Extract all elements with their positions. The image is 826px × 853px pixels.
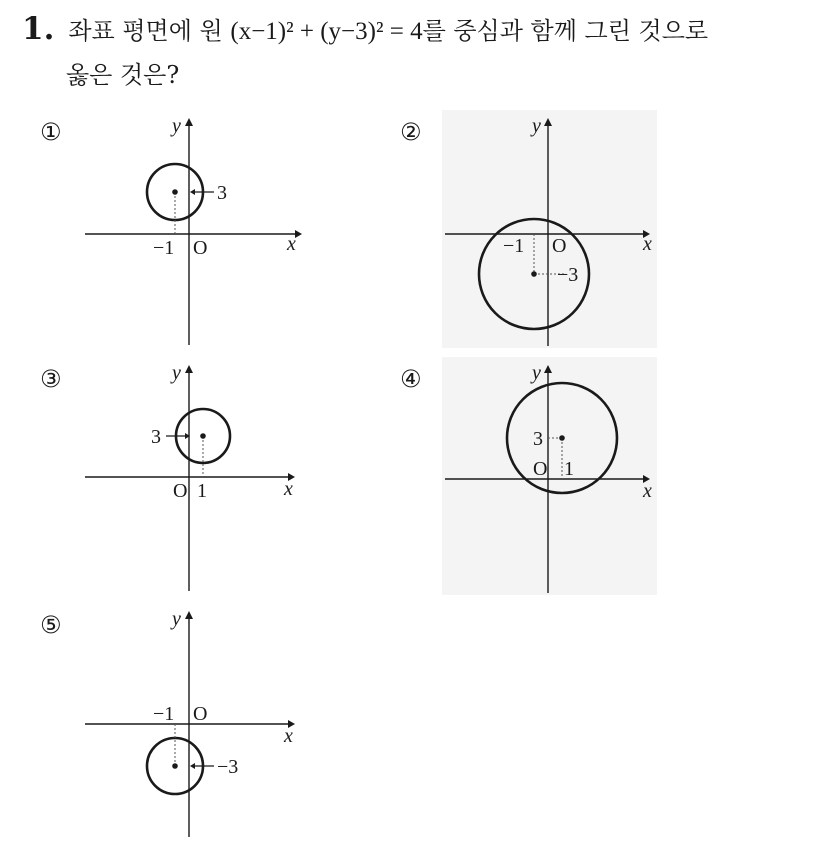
center-y-label: −3: [557, 264, 579, 286]
center-x-label: −1: [153, 237, 175, 259]
y-axis-arrow-icon: [185, 365, 193, 373]
option-1-graph: [40, 110, 310, 350]
y-axis-label: y: [172, 362, 181, 384]
pointer-arrow-icon: [190, 189, 195, 195]
option-5[interactable]: [40, 603, 310, 843]
center-x-label: 1: [564, 458, 574, 480]
option-2-marker: ②: [400, 118, 422, 146]
option-4[interactable]: [400, 357, 670, 597]
question-text-after: 를 중심과 함께 그린 것으로: [422, 17, 709, 45]
y-axis-label: y: [172, 115, 181, 137]
center-y-label: −3: [217, 756, 239, 778]
question-equation: (x−1)² + (y−3)² = 4: [230, 18, 423, 45]
panel-shade: [442, 357, 657, 595]
x-axis-label: x: [284, 725, 293, 747]
x-axis-arrow-icon: [295, 230, 302, 238]
option-1-marker: ①: [40, 118, 62, 146]
option-1[interactable]: [40, 110, 310, 350]
option-4-graph: [400, 357, 670, 597]
origin-label: O: [552, 235, 567, 257]
center-point: [172, 763, 178, 769]
y-axis-label: y: [532, 115, 541, 137]
origin-label: O: [193, 237, 208, 259]
origin-label: O: [533, 458, 548, 480]
option-5-graph: [40, 603, 310, 843]
center-y-label: 3: [533, 428, 543, 450]
center-point: [559, 435, 565, 441]
option-5-marker: ⑤: [40, 611, 62, 639]
x-axis-label: x: [284, 478, 293, 500]
center-y-label: 3: [151, 426, 161, 448]
origin-label: O: [173, 480, 188, 502]
origin-label: O: [193, 703, 208, 725]
x-axis-label: x: [287, 233, 296, 255]
y-axis-arrow-icon: [185, 118, 193, 126]
panel-shade: [442, 110, 657, 348]
option-3-graph: [40, 357, 310, 597]
x-axis-label: x: [643, 233, 652, 255]
option-4-marker: ④: [400, 365, 422, 393]
question-line-2: 옳은 것은?: [66, 61, 180, 89]
question-number: 1.: [22, 11, 55, 47]
pointer-arrow-icon: [190, 763, 195, 769]
x-axis-label: x: [643, 480, 652, 502]
center-point: [172, 189, 178, 195]
y-axis-arrow-icon: [185, 611, 193, 619]
center-y-label: 3: [217, 182, 227, 204]
center-x-label: 1: [197, 480, 207, 502]
option-3-marker: ③: [40, 365, 62, 393]
center-point: [200, 433, 206, 439]
center-x-label: −1: [503, 235, 525, 257]
option-3[interactable]: [40, 357, 310, 597]
option-2-graph: [400, 110, 670, 350]
y-axis-label: y: [172, 608, 181, 630]
center-point: [531, 271, 537, 277]
option-2[interactable]: [400, 110, 670, 350]
y-axis-label: y: [532, 362, 541, 384]
question-text-before: 좌표 평면에 원: [68, 17, 231, 45]
center-x-label: −1: [153, 703, 175, 725]
question-line-1: [22, 11, 709, 47]
